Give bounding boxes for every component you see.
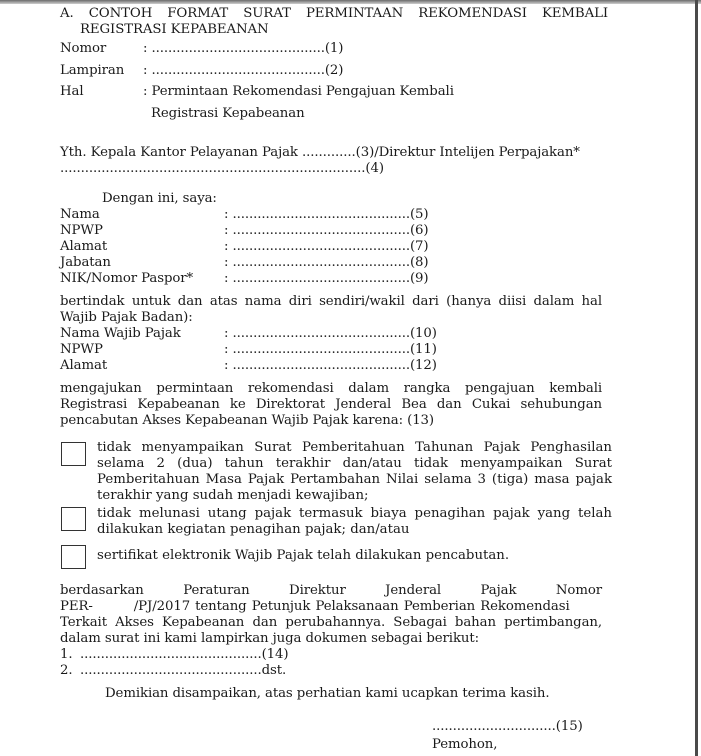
personal-label-npwp: NPWP <box>60 223 103 238</box>
acting-line-2: Wajib Pajak Badan): <box>60 310 193 325</box>
attachment-num-1: 1. <box>60 647 73 662</box>
personal-value-npwp[interactable]: : ...........................................(6) <box>224 223 429 238</box>
closing-text: Demikian disampaikan, atas perhatian kami ucapkan terima kasih. <box>105 686 550 701</box>
attachment-value-1[interactable]: ............................................(14) <box>80 647 289 662</box>
reason-checkbox-2[interactable] <box>61 507 86 531</box>
request-line-2: Registrasi Kepabeanan ke Direktorat Jenderal Bea dan Cukai sehubungan <box>60 397 602 412</box>
recipient-line-1: Yth. Kepala Kantor Pelayanan Pajak .............(3)/Direktur Intelijen Perpajakan* <box>60 145 580 160</box>
reason-1-line-3: Pemberitahuan Masa Pajak Pertambahan Nilai selama 3 (tiga) masa pajak <box>97 472 612 487</box>
recipient-line-2[interactable]: ..........................................................................(4) <box>60 161 384 176</box>
reason-1-line-2: selama 2 (dua) tahun terakhir dan/atau tidak menyampaikan Surat <box>97 456 612 471</box>
field-label-hal: Hal <box>60 84 84 99</box>
personal-value-nama[interactable]: : ...........................................(5) <box>224 207 429 222</box>
request-line-3: pencabutan Akses Kepabeanan Wajib Pajak karena: (13) <box>60 413 435 428</box>
personal-value-alamat[interactable]: : ...........................................(7) <box>224 239 429 254</box>
basis-line-2: PER- /PJ/2017 tentang Petunjuk Pelaksanaan Pemberian Rekomendasi <box>60 599 570 614</box>
reason-3-line-1: sertifikat elektronik Wajib Pajak telah dilakukan pencabutan. <box>97 548 510 563</box>
heading-line-1: A. CONTOH FORMAT SURAT PERMINTAAN REKOMENDASI KEMBALI <box>60 6 608 21</box>
reason-1-line-1: tidak menyampaikan Surat Pemberitahuan Tahunan Pajak Penghasilan <box>97 440 612 455</box>
intro-text: Dengan ini, saya: <box>102 191 217 206</box>
company-value-alamat[interactable]: : ...........................................(12) <box>224 358 437 373</box>
personal-label-jabatan: Jabatan <box>60 255 111 270</box>
attachment-value-2[interactable]: ............................................dst. <box>80 663 287 678</box>
personal-value-jabatan[interactable]: : ...........................................(8) <box>224 255 429 270</box>
company-label-npwp: NPWP <box>60 342 103 357</box>
reason-text-1 <box>97 440 612 504</box>
basis-line-3: Terkait Akses Kepabeanan dan perubahannya. Sebagai bahan pertimbangan, <box>60 615 602 630</box>
field-label-lampiran: Lampiran <box>60 63 125 78</box>
personal-label-nik: NIK/Nomor Paspor* <box>60 271 194 286</box>
reason-2-line-1: tidak melunasi utang pajak termasuk biaya penagihan pajak yang telah <box>97 506 612 521</box>
basis-line-4: dalam surat ini kami lampirkan juga dokumen sebagai berikut: <box>60 631 479 646</box>
reason-2-line-2: dilakukan kegiatan penagihan pajak; dan/atau <box>97 522 410 537</box>
reason-checkbox-1[interactable] <box>61 442 86 466</box>
heading-line-2: REGISTRASI KEPABEANAN <box>80 22 269 37</box>
reason-text-2 <box>97 506 612 538</box>
personal-label-alamat: Alamat <box>60 239 108 254</box>
company-label-nama: Nama Wajib Pajak <box>60 326 181 341</box>
reason-text-3 <box>97 548 612 564</box>
personal-value-nik[interactable]: : ...........................................(9) <box>224 271 429 286</box>
company-label-alamat: Alamat <box>60 358 108 373</box>
signature-line[interactable]: ..............................(15) <box>432 719 583 734</box>
reason-checkbox-3[interactable] <box>61 545 86 569</box>
company-value-npwp[interactable]: : ...........................................(11) <box>224 342 437 357</box>
request-line-1: mengajukan permintaan rekomendasi dalam rangka pengajuan kembali <box>60 381 602 396</box>
acting-line-1: bertindak untuk dan atas nama diri sendiri/wakil dari (hanya diisi dalam hal <box>60 294 602 309</box>
field-value-hal: : Permintaan Rekomendasi Pengajuan Kembali <box>143 84 454 99</box>
field-value-lampiran[interactable]: : ..........................................(2) <box>143 63 344 78</box>
page-top-border <box>0 0 701 4</box>
basis-line-1: berdasarkan Peraturan Direktur Jenderal Pajak Nomor <box>60 583 602 598</box>
field-value-hal-cont: Registrasi Kepabeanan <box>151 106 305 121</box>
reason-1-line-4: terakhir yang sudah menjadi kewajiban; <box>97 488 369 503</box>
field-value-nomor[interactable]: : ..........................................(1) <box>143 41 344 56</box>
company-value-nama[interactable]: : ...........................................(10) <box>224 326 437 341</box>
signature-label: Pemohon, <box>432 737 498 752</box>
field-label-nomor: Nomor <box>60 41 107 56</box>
personal-label-nama: Nama <box>60 207 100 222</box>
attachment-num-2: 2. <box>60 663 73 678</box>
page-right-border[interactable] <box>695 0 698 756</box>
